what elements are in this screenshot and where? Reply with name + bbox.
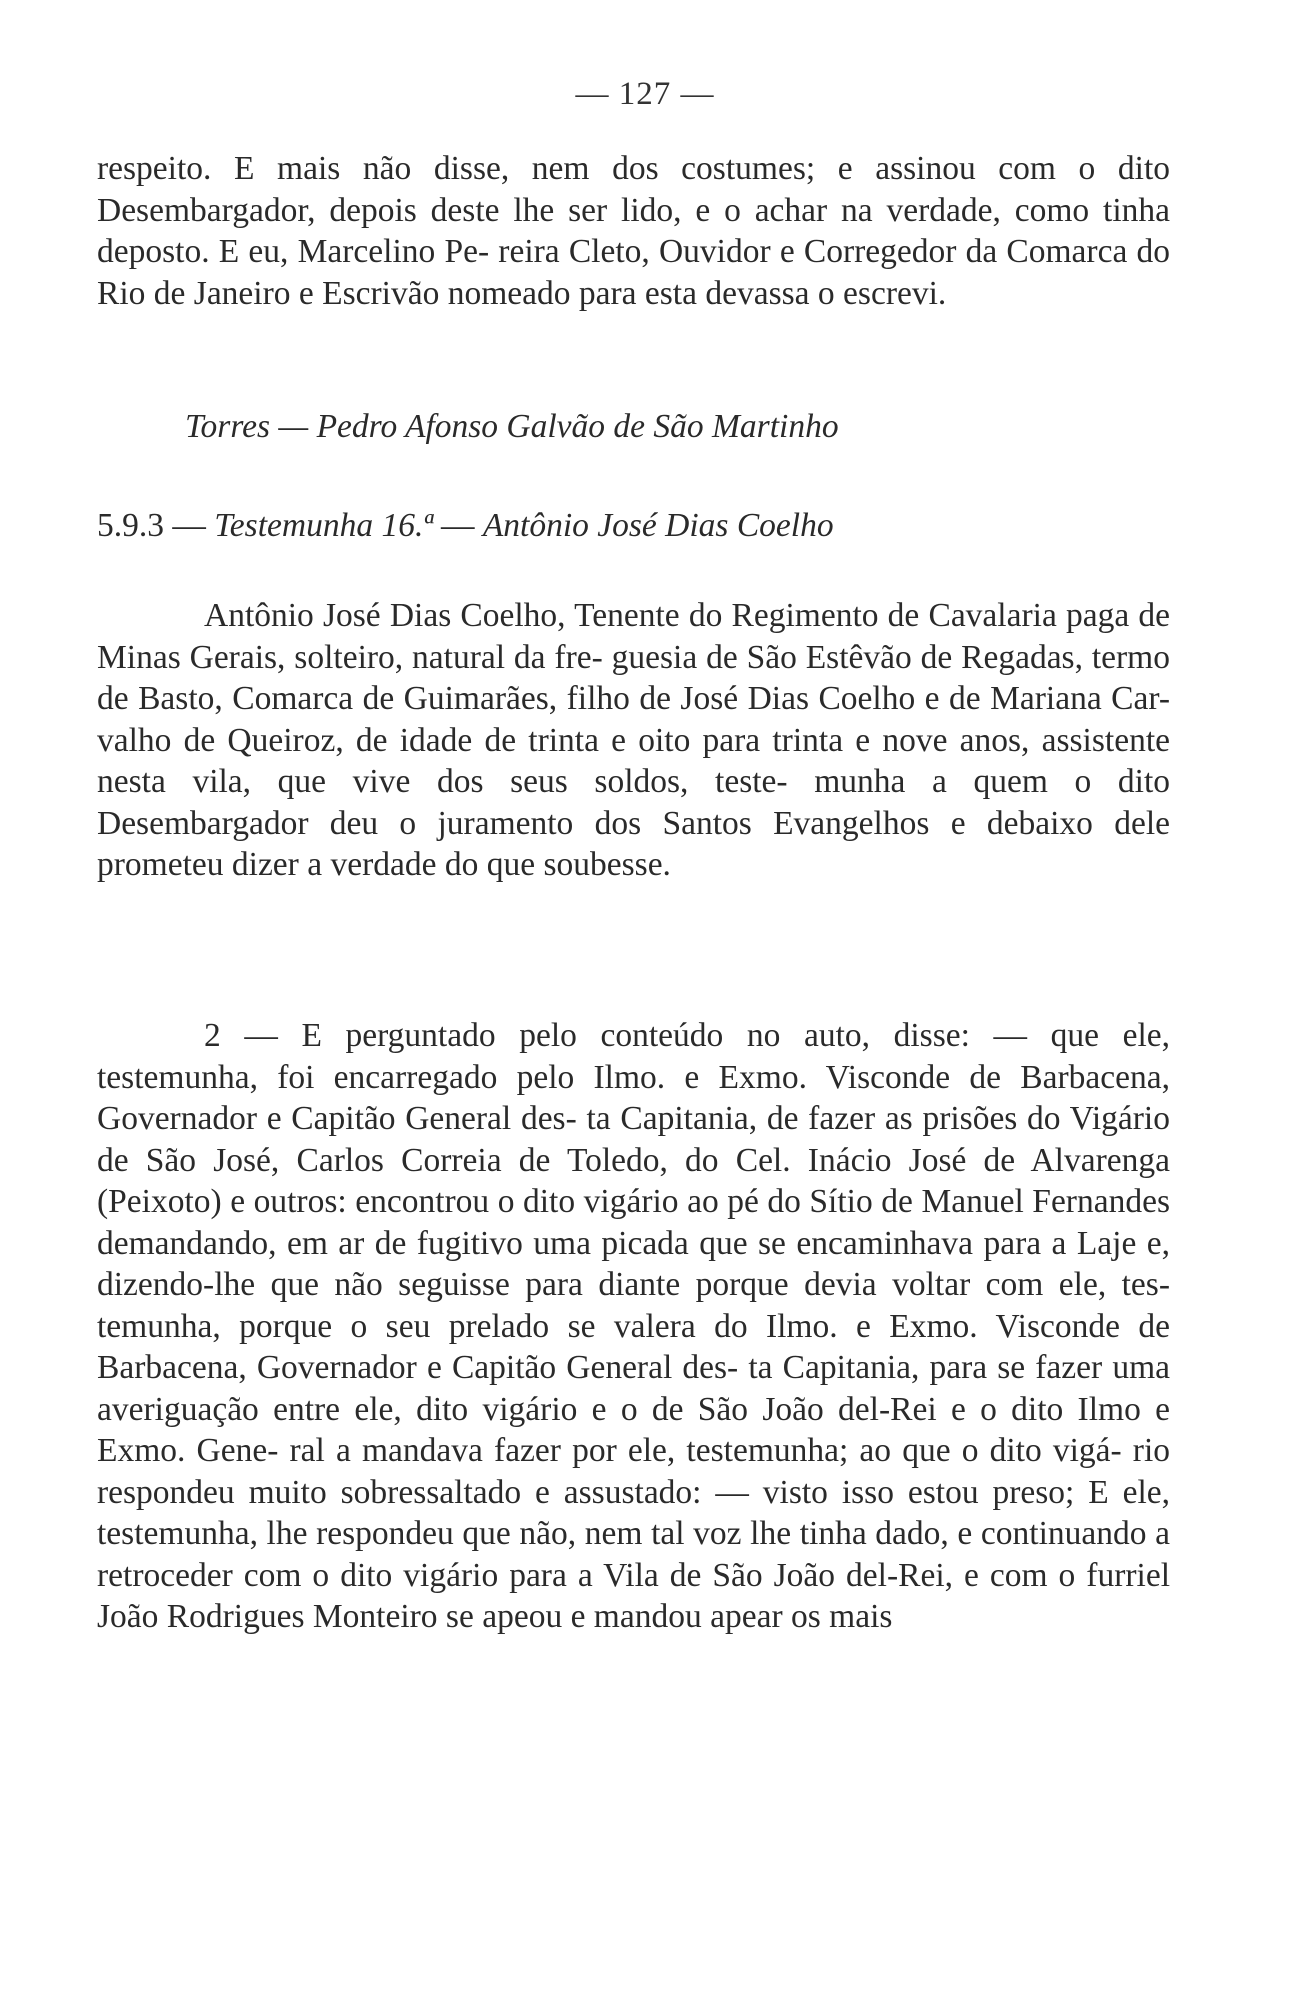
paragraph-text: 2 — E perguntado pelo conteúdo no auto, disse: — que ele, testemunha, foi encarregado pelo Ilmo. e Exmo. Visconde de Barbacena, Governador e Capitão General des- ta Capitania, de fazer as prisões do Vigário de São José, Carlos Correia de Toledo, do Cel. Inácio José de Alvarenga (Peixoto) e outros: encontrou o dito vigário ao pé do Sítio de Manuel Fernandes demandando, em ar de fugitivo uma picada que se encaminhava para a Laje e, dizendo-lhe que não seguisse para diante porque devia voltar com ele, tes- temunha, porque o seu prelado se valera do Ilmo. e Exmo. Visconde de Barbacena, Governador e Capitão General des- ta Capitania, para se fazer uma averiguação entre ele, dito vigário e o de São João del-Rei e o dito Ilmo e Exmo. Gene- ral a mandava fazer por ele, testemunha; ao que o dito vigá- rio respondeu muito sobressaltado e assustado: — visto isso estou preso; E ele, testemunha, lhe respondeu que não, nem tal voz lhe tinha dado, e continuando a retroceder com o dito vigário para a Vila de São João del-Rei, e com o furriel João Rodrigues Monteiro se apeou e mandou apear os mais	[97, 1017, 1171, 1635]
paragraph-text: respeito. E mais não disse, nem dos costumes; e assinou com o dito Desembargador, depois deste lhe ser lido, e o achar na verdade, como tinha deposto. E eu, Marcelino Pe- reira Cleto, Ouvidor e Corregedor da Comarca do Rio de Janeiro e Escrivão nomeado para esta devassa o escrevi.	[97, 150, 1171, 312]
paragraph-text: Antônio José Dias Coelho, Tenente do Regimento de Cavalaria paga de Minas Gerais, solteiro, natural da fre- guesia de São Estêvão de Regadas, termo de Basto, Comarca de Guimarães, filho de José Dias Coelho e de Mariana Car- valho de Queiroz, de idade de trinta e oito para trinta e nove anos, assistente nesta vila, que vive dos seus soldos, teste- munha a quem o dito Desembargador deu o juramento dos Santos Evangelhos e debaixo dele prometeu dizer a verdade do que soubesse.	[97, 597, 1171, 883]
section-witness-name: Antônio José Dias Coelho	[482, 507, 834, 544]
section-number: 5.9.3	[97, 507, 164, 544]
section-label: Testemunha 16.ª	[214, 507, 433, 544]
page-number: — 127 —	[575, 76, 715, 112]
signature-line: Torres — Pedro Afonso Galvão de São Martinho	[185, 408, 839, 445]
witness-identification-paragraph	[97, 595, 1170, 886]
section-heading: 5.9.3 — Testemunha 16.ª — Antônio José Dias Coelho	[97, 507, 834, 544]
intro-paragraph	[97, 148, 1170, 314]
testimony-paragraph	[97, 1015, 1170, 1638]
